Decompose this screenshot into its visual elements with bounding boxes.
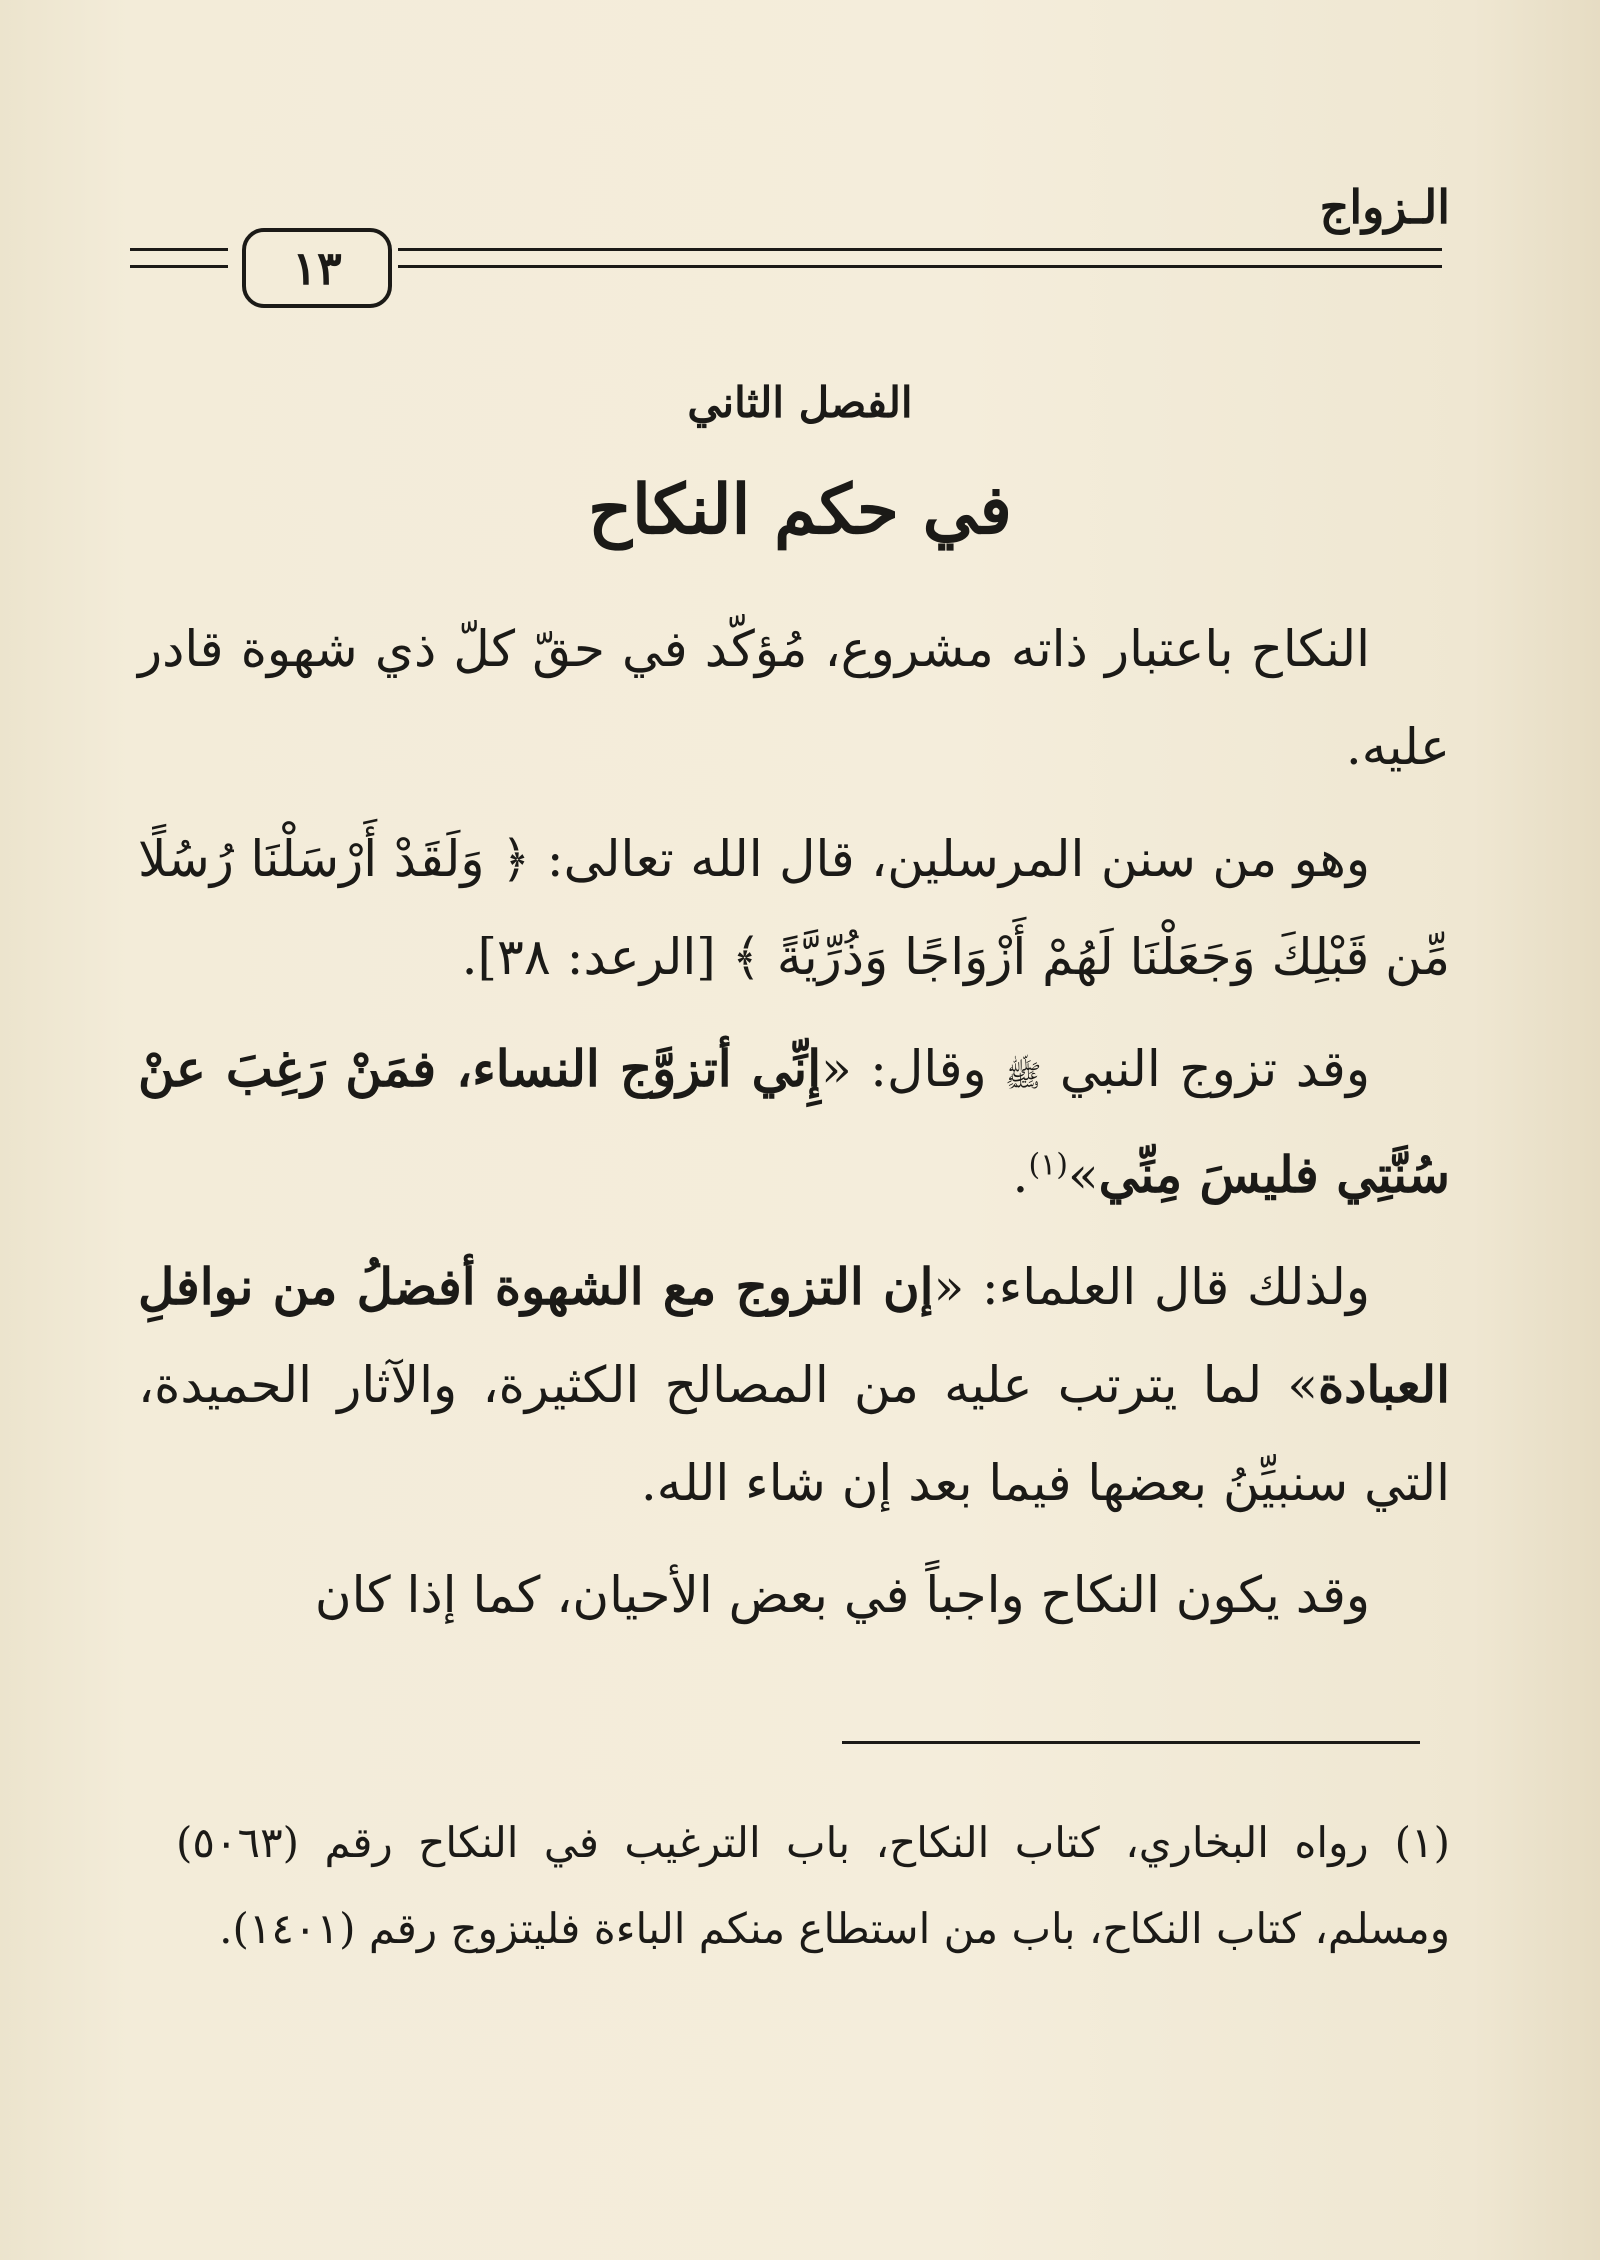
footnote-separator (842, 1741, 1420, 1744)
quran-reference: [الرعد: ٣٨]. (461, 928, 732, 986)
paragraph-5: وقد يكون النكاح واجباً في بعض الأحيان، كما إذا كان (314, 1566, 1370, 1624)
chapter-label: الفصل الثاني (687, 378, 913, 427)
paragraph-2-intro: وهو من سنن المرسلين، قال الله تعالى: (530, 830, 1370, 888)
header-double-rule-right (398, 248, 1442, 268)
paragraph-4 (138, 1238, 1450, 1532)
paragraph-1: النكاح باعتبار ذاته مشروع، مُؤكّد في حقّ كلّ ذي شهوة قادر عليه. (138, 620, 1450, 776)
quran-verse: ﴿ وَلَقَدْ أَرْسَلْنَا رُسُلًا مِّن قَبْلِكَ وَجَعَلْنَا لَهُمْ أَزْوَاجًا وَذُرِّيَّةً ﴾ (138, 830, 1450, 986)
footnote-marker[interactable]: (١) (1028, 1147, 1068, 1183)
paragraph-3-intro: وقد تزوج النبي (1041, 1040, 1370, 1098)
paragraph-3-mid: وقال: « (821, 1040, 1006, 1098)
scholars-quote: إن التزوج مع الشهوة أفضلُ من نوافلِ العبادة (138, 1257, 1450, 1414)
running-title: الـزواج (1319, 180, 1450, 234)
paragraph-3 (138, 1020, 1450, 1224)
footnote-text: رواه البخاري، كتاب النكاح، باب الترغيب في النكاح رقم (٥٠٦٣) ومسلم، كتاب النكاح، باب من استطاع منكم الباءة فليتزوج رقم (١٤٠١). (176, 1818, 1450, 1953)
salutation-glyph: ﷺ (1005, 1059, 1042, 1094)
page-number: ١٣ (242, 228, 392, 308)
chapter-title: في حكم النكاح (588, 470, 1012, 550)
body-text (138, 600, 1450, 1658)
paragraph-2 (138, 810, 1450, 1006)
footnote-number: (١) (1394, 1818, 1450, 1867)
paragraph-4-rest: » لما يترتب عليه من المصالح الكثيرة، والآثار الحميدة، التي سنبيِّنُ بعضها فيما بعد إن شاء الله. (138, 1356, 1450, 1512)
header-double-rule-left (130, 248, 228, 268)
paragraph-3-close-quote: » (1068, 1146, 1099, 1204)
footnote (176, 1800, 1450, 1972)
paragraph-4-intro: ولذلك قال العلماء: « (933, 1258, 1370, 1316)
paragraph-3-period: . (1012, 1146, 1029, 1204)
hadith-quote: إِنِّي أتزوَّج النساء، فمَنْ رَغِبَ عنْ سُنَّتِي فليسَ مِنِّي (138, 1039, 1450, 1204)
